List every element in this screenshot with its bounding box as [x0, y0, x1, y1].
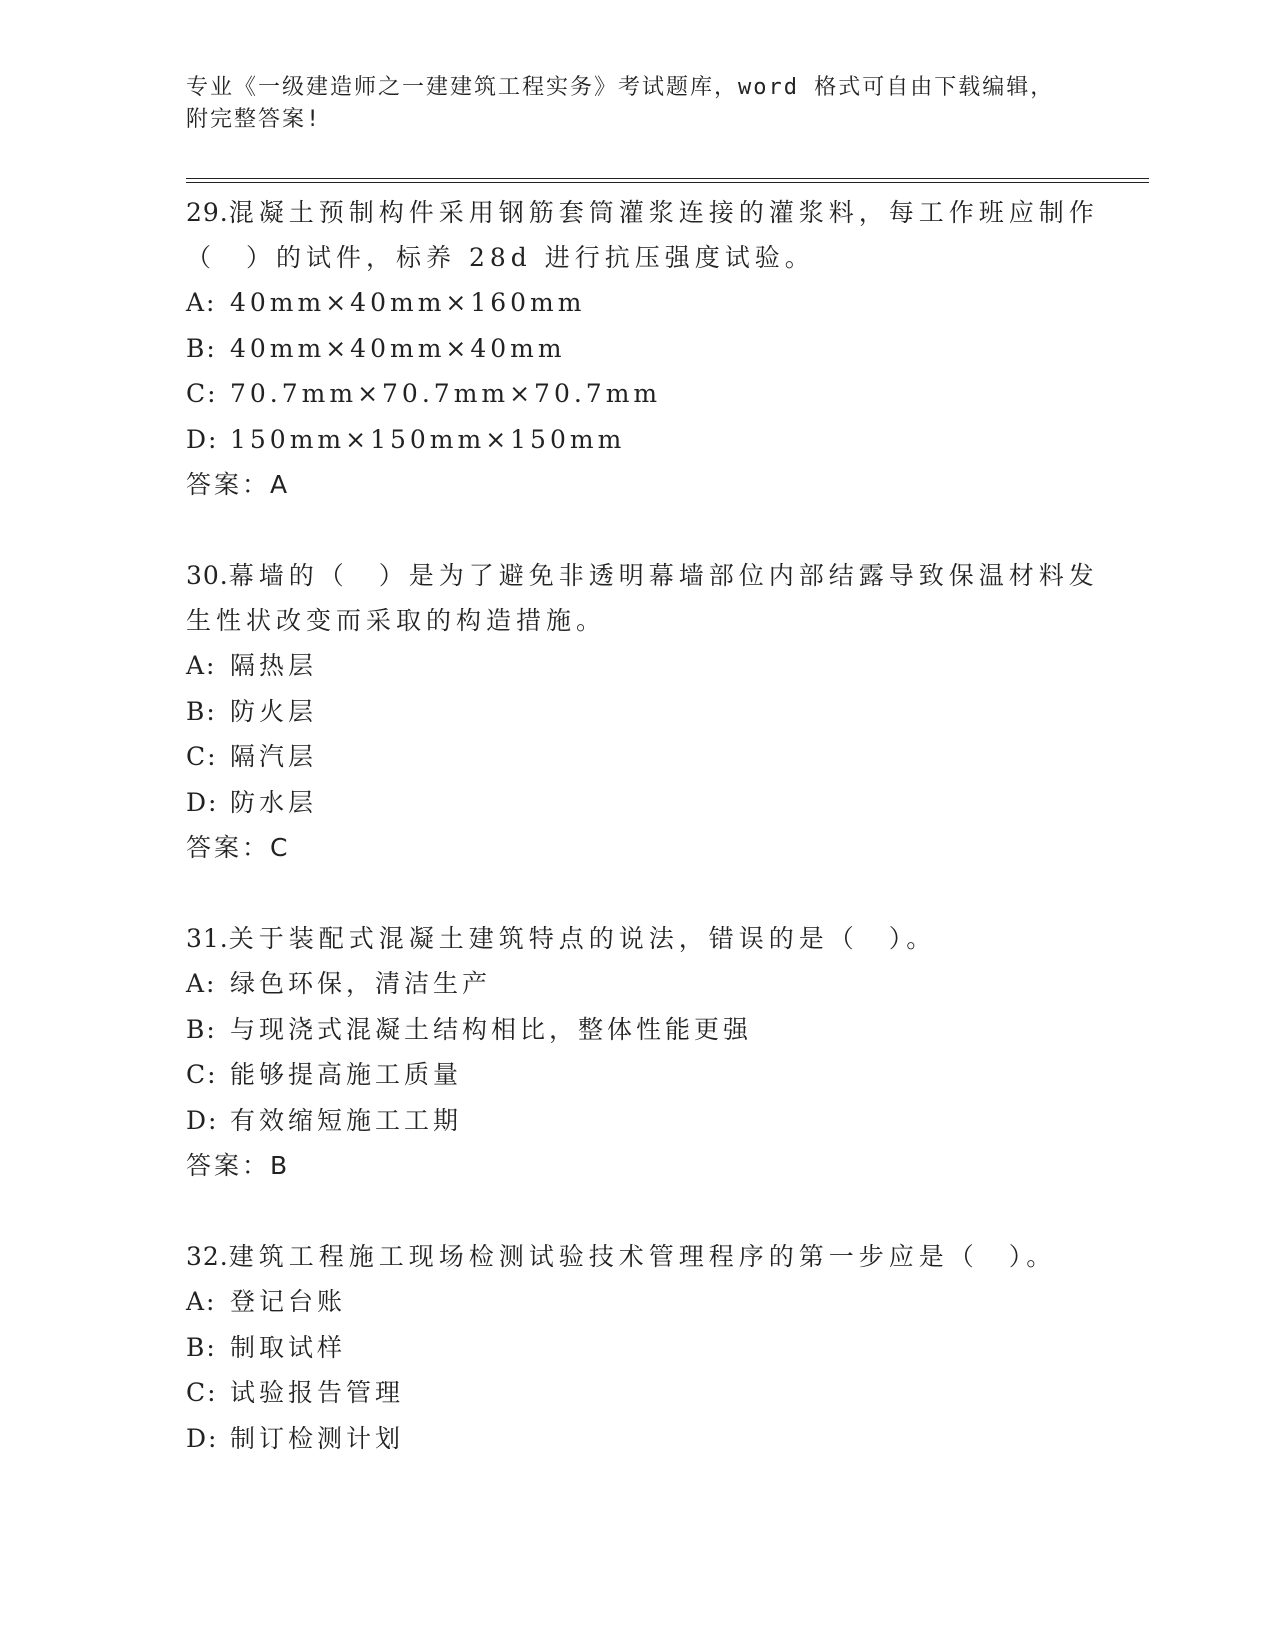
option-letter: B: — [186, 1014, 217, 1044]
option-text: 70.7mm×70.7mm×70.7mm — [230, 379, 662, 408]
option-c — [186, 371, 1086, 417]
question-list — [186, 190, 1099, 1507]
question-number: 32. — [186, 1242, 229, 1271]
option-text: 防水层 — [230, 787, 318, 817]
option-text: 150mm×150mm×150mm — [230, 424, 626, 454]
option-b — [186, 689, 1086, 735]
option-c — [186, 1052, 1086, 1098]
option-text: 能够提高施工质量 — [230, 1060, 463, 1089]
header-divider-top — [186, 178, 1149, 179]
option-letter: A: — [186, 969, 217, 998]
option-letter: C: — [186, 1378, 218, 1407]
question-text: 幕墙的（ ）是为了避免非透明幕墙部位内部结露导致保温材料发 — [228, 561, 1099, 590]
option-a — [186, 643, 1086, 689]
header-divider-bottom — [186, 182, 1149, 183]
option-text: 有效缩短施工工期 — [230, 1105, 463, 1135]
question-number: 29. — [186, 198, 229, 227]
option-letter: B: — [186, 1332, 217, 1362]
option-text: 40mm×40mm×160mm — [230, 288, 586, 317]
option-a — [186, 280, 1086, 326]
option-b — [186, 1325, 1086, 1371]
document-header — [186, 72, 1066, 136]
question-32 — [186, 1234, 1086, 1461]
option-letter: C: — [186, 742, 218, 771]
question-number: 30. — [186, 561, 229, 590]
option-a — [186, 1279, 1086, 1325]
question-number: 31. — [186, 924, 229, 953]
question-stem-line — [186, 916, 1086, 961]
header-line-1: 专业《一级建造师之一建建筑工程实务》考试题库，word 格式可自由下载编辑， — [186, 75, 1055, 100]
question-stem-line — [186, 553, 1099, 598]
option-letter: B: — [186, 696, 217, 726]
answer-line: 答案：A — [186, 470, 291, 499]
option-text: 与现浇式混凝土结构相比，整体性能更强 — [230, 1014, 753, 1044]
option-text: 防火层 — [230, 696, 318, 726]
answer-line: 答案：C — [186, 833, 291, 862]
option-c — [186, 1370, 1086, 1416]
question-text: 建筑工程施工现场检测试验技术管理程序的第一步应是（ ）。 — [228, 1242, 1057, 1271]
option-text: 登记台账 — [230, 1287, 347, 1316]
option-text: 隔汽层 — [230, 742, 318, 771]
option-text: 40mm×40mm×40mm — [230, 333, 566, 363]
option-text: 隔热层 — [230, 651, 318, 680]
question-31 — [186, 916, 1086, 1188]
option-letter: D: — [186, 787, 219, 817]
question-text: 混凝土预制构件采用钢筋套筒灌浆连接的灌浆料，每工作班应制作 — [228, 198, 1099, 227]
option-c — [186, 734, 1086, 780]
option-letter: C: — [186, 379, 218, 408]
option-b — [186, 1007, 1086, 1053]
question-stem-line: 生性状改变而采取的构造措施。 — [186, 606, 607, 635]
option-text: 试验报告管理 — [230, 1378, 405, 1407]
answer-line: 答案：B — [186, 1151, 291, 1180]
option-letter: D: — [186, 1105, 219, 1135]
question-30 — [186, 553, 1099, 870]
option-letter: C: — [186, 1060, 218, 1089]
question-text: 关于装配式混凝土建筑特点的说法，错误的是（ ）。 — [228, 924, 937, 953]
option-text: 绿色环保，清洁生产 — [230, 969, 492, 998]
option-text: 制取试样 — [230, 1332, 347, 1362]
option-letter: D: — [186, 1423, 219, 1453]
option-letter: A: — [186, 288, 217, 317]
option-letter: D: — [186, 424, 219, 454]
option-a — [186, 961, 1086, 1007]
question-stem-line — [186, 190, 1099, 235]
option-d — [186, 780, 1086, 826]
question-29 — [186, 190, 1099, 507]
header-line-2: 附完整答案! — [186, 107, 322, 132]
option-d — [186, 1098, 1086, 1144]
option-text: 制订检测计划 — [230, 1423, 405, 1453]
option-letter: A: — [186, 651, 217, 680]
question-stem-line — [186, 1234, 1086, 1279]
option-letter: A: — [186, 1287, 217, 1316]
option-letter: B: — [186, 333, 217, 363]
option-d — [186, 1416, 1086, 1462]
option-d — [186, 417, 1086, 463]
question-stem-line: （ ）的试件，标养 28d 进行抗压强度试验。 — [186, 243, 815, 272]
option-b — [186, 326, 1086, 372]
